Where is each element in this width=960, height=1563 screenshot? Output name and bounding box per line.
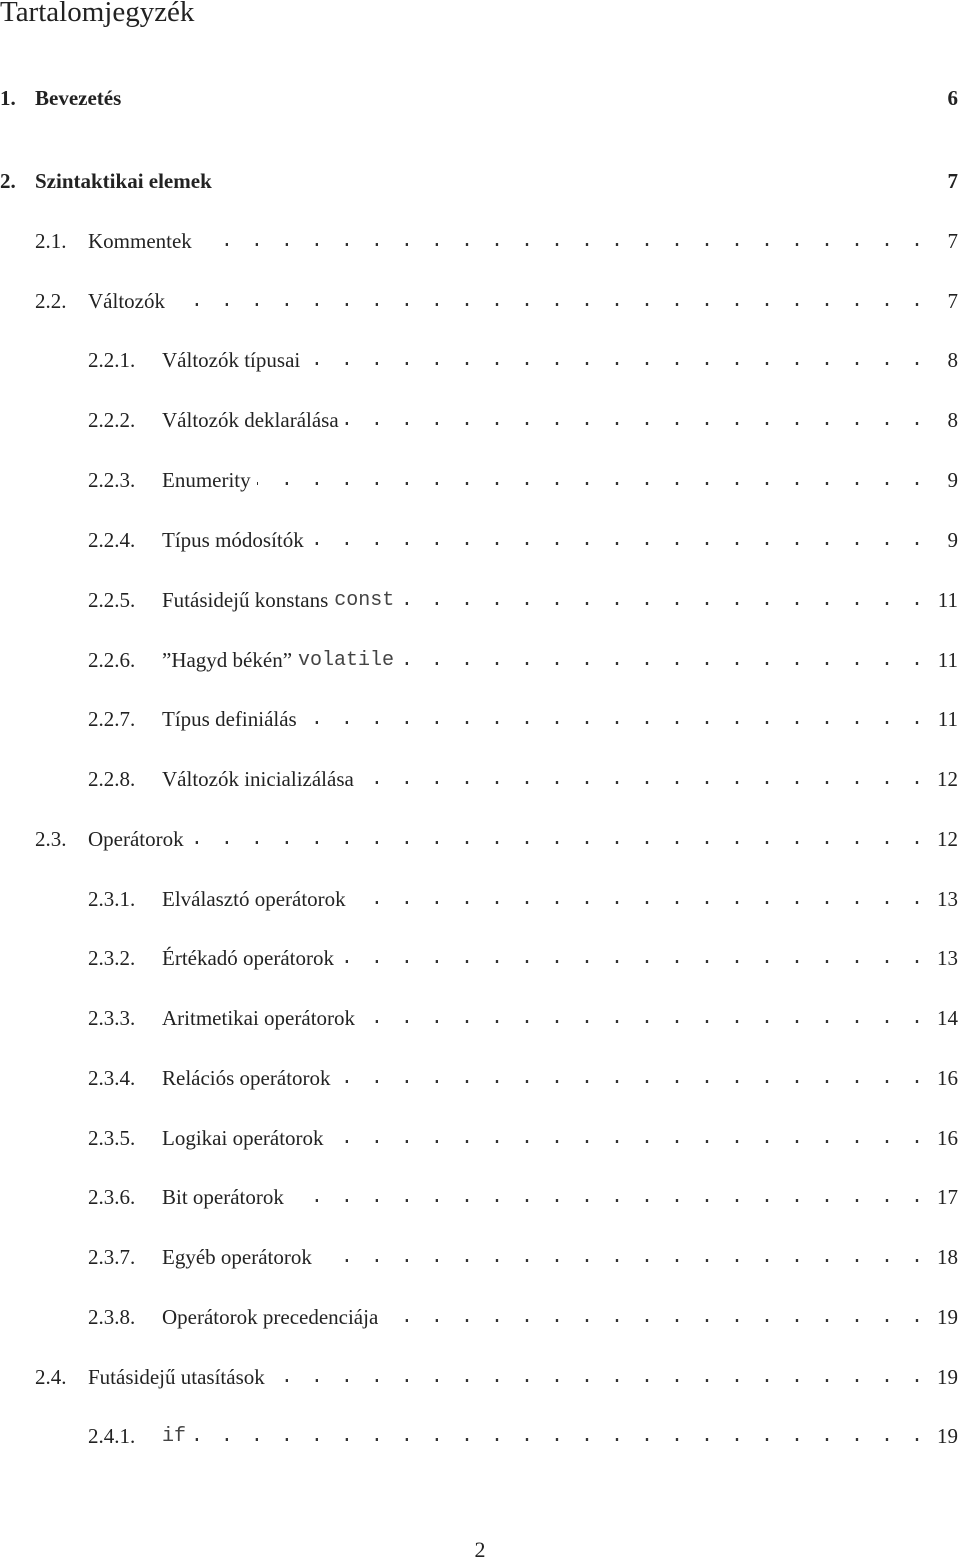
dot-leader	[257, 469, 926, 492]
toc-entry-page: 13	[937, 945, 958, 970]
toc-entry-label: Típus módosítók	[162, 527, 304, 552]
toc-entry-page: 6	[947, 85, 958, 110]
toc-entry-number: 2.3.4.	[88, 1065, 136, 1090]
toc-entry-number: 2.3.6.	[88, 1184, 136, 1209]
toc-entry-subsection[interactable]	[88, 943, 960, 973]
toc-entry-subsection[interactable]	[88, 585, 960, 615]
toc-entry-page: 8	[947, 347, 958, 372]
toc-entry-number: 2.2.2.	[88, 407, 136, 432]
dot-leader	[290, 1186, 926, 1209]
toc-entry-page: 17	[937, 1184, 958, 1209]
toc-entry-label: ”Hagyd békén”	[162, 647, 293, 672]
toc-entry-page: 11	[937, 587, 958, 612]
toc-entry-subsection[interactable]	[88, 1182, 960, 1212]
toc-entry-subsection[interactable]	[88, 345, 960, 375]
toc-entry-subsection[interactable]	[88, 1123, 960, 1153]
toc-entry-label: Operátorok	[88, 826, 184, 851]
toc-entry-page: 14	[937, 1005, 958, 1030]
toc-entry-label: Logikai operátorok	[162, 1125, 324, 1150]
dot-leader	[171, 290, 926, 313]
toc-entry-number: 2.2.5.	[88, 587, 136, 612]
toc-entry-subsection[interactable]	[88, 1302, 960, 1332]
toc-entry-label: Változók deklarálása	[162, 407, 339, 432]
toc-entry-number: 2.2.3.	[88, 467, 136, 492]
toc-entry-number: 2.2.4.	[88, 527, 136, 552]
toc-entry-label: Elválasztó operátorok	[162, 886, 346, 911]
dot-leader	[400, 589, 926, 612]
dot-leader	[384, 1306, 926, 1329]
page-number: 2	[474, 1537, 486, 1562]
toc-entry-number: 2.3.	[35, 826, 67, 851]
dot-leader	[310, 529, 926, 552]
toc-entry-subsection[interactable]	[88, 1063, 960, 1093]
toc-entry-label: Relációs operátorok	[162, 1065, 331, 1090]
toc-entry-label: Változók	[88, 288, 165, 313]
dot-leader	[337, 1067, 926, 1090]
toc-entry-page: 7	[947, 288, 958, 313]
toc-entry-page: 7	[947, 228, 958, 253]
toc-entry-subsection[interactable]	[88, 884, 960, 914]
toc-entry-label: Futásidejű konstans	[162, 587, 329, 612]
toc-entry-section[interactable]	[35, 824, 960, 854]
toc-entry-section[interactable]	[35, 286, 960, 316]
toc-entry-subsection[interactable]	[88, 645, 960, 675]
toc-entry-page: 12	[937, 766, 958, 791]
toc-entry-page: 16	[937, 1065, 958, 1090]
toc-entry-number: 2.2.8.	[88, 766, 136, 791]
toc-entry-subsection[interactable]	[88, 525, 960, 555]
dot-leader	[352, 888, 926, 911]
toc-entry-label: Futásidejű utasítások	[88, 1364, 265, 1389]
toc-entry-number: 1.	[0, 85, 16, 110]
toc-entry-number: 2.3.7.	[88, 1244, 136, 1269]
dot-leader	[303, 708, 926, 731]
dot-leader	[340, 947, 926, 970]
dot-leader	[318, 1246, 926, 1269]
toc-entry-section[interactable]	[35, 226, 960, 256]
toc-entry-subsection[interactable]	[88, 764, 960, 794]
toc-entry-page: 19	[937, 1364, 958, 1389]
toc-entry-label: Szintaktikai elemek	[35, 168, 212, 193]
toc-entry-number: 2.	[0, 168, 16, 193]
dot-leader	[361, 1007, 926, 1030]
toc-entry-subsection[interactable]	[88, 1003, 960, 1033]
dot-leader	[192, 1425, 926, 1448]
toc-entry-chapter[interactable]	[0, 83, 960, 113]
toc-entry-label: Kommentek	[88, 228, 192, 253]
toc-entry-number: 2.3.3.	[88, 1005, 136, 1030]
toc-entry-label: Bit operátorok	[162, 1184, 284, 1209]
dot-leader	[330, 1127, 926, 1150]
toc-entry-label: Típus definiálás	[162, 706, 297, 731]
toc-entry-number: 2.2.6.	[88, 647, 136, 672]
toc-entry-code: if	[162, 1424, 187, 1448]
toc-entry-page: 11	[937, 706, 958, 731]
toc-entry-page: 11	[937, 647, 958, 672]
toc-entry-label: Aritmetikai operátorok	[162, 1005, 356, 1030]
dot-leader	[190, 828, 926, 851]
dot-leader	[306, 349, 926, 372]
dot-leader	[271, 1366, 926, 1389]
toc-entry-number: 2.3.5.	[88, 1125, 136, 1150]
toc-entry-page: 8	[947, 407, 958, 432]
dot-leader	[400, 649, 926, 672]
toc-entry-subsection[interactable]	[88, 1242, 960, 1272]
toc-entry-number: 2.4.	[35, 1364, 67, 1389]
toc-entry-subsection[interactable]	[88, 704, 960, 734]
toc-entry-subsection[interactable]	[88, 465, 960, 495]
toc-entry-number: 2.1.	[35, 228, 67, 253]
toc-entry-code: volatile	[298, 648, 395, 672]
toc-entry-number: 2.2.	[35, 288, 67, 313]
toc-entry-subsection[interactable]	[88, 1421, 960, 1451]
toc-entry-page: 19	[937, 1304, 958, 1329]
toc-entry-number: 2.3.8.	[88, 1304, 136, 1329]
toc-entry-label: Értékadó operátorok	[162, 945, 335, 970]
page-title: Tartalomjegyzék	[0, 0, 195, 28]
toc-entry-label: Változók típusai	[162, 347, 301, 372]
toc-entry-page: 7	[947, 168, 958, 193]
toc-entry-number: 2.2.1.	[88, 347, 136, 372]
dot-leader	[360, 768, 926, 791]
toc-entry-number: 2.2.7.	[88, 706, 136, 731]
toc-entry-code: const	[334, 588, 395, 612]
toc-entry-label: Bevezetés	[35, 85, 122, 110]
toc-entry-page: 9	[947, 527, 958, 552]
toc-entry-page: 18	[937, 1244, 958, 1269]
toc-entry-page: 16	[937, 1125, 958, 1150]
toc-entry-page: 9	[947, 467, 958, 492]
toc-entry-label: Operátorok precedenciája	[162, 1304, 379, 1329]
toc-entry-page: 19	[937, 1423, 958, 1448]
dot-leader	[198, 230, 926, 253]
toc-entry-label: Enumerity	[162, 467, 251, 492]
toc-entry-label: Változók inicializálása	[162, 766, 354, 791]
toc-entry-number: 2.3.1.	[88, 886, 136, 911]
toc-entry-chapter[interactable]	[0, 166, 960, 196]
toc-entry-number: 2.3.2.	[88, 945, 136, 970]
toc-entry-section[interactable]	[35, 1362, 960, 1392]
dot-leader	[345, 409, 926, 432]
toc-entry-number: 2.4.1.	[88, 1423, 136, 1448]
toc-entry-subsection[interactable]	[88, 405, 960, 435]
toc-entry-page: 12	[937, 826, 958, 851]
toc-entry-label: Egyéb operátorok	[162, 1244, 312, 1269]
toc-entry-page: 13	[937, 886, 958, 911]
